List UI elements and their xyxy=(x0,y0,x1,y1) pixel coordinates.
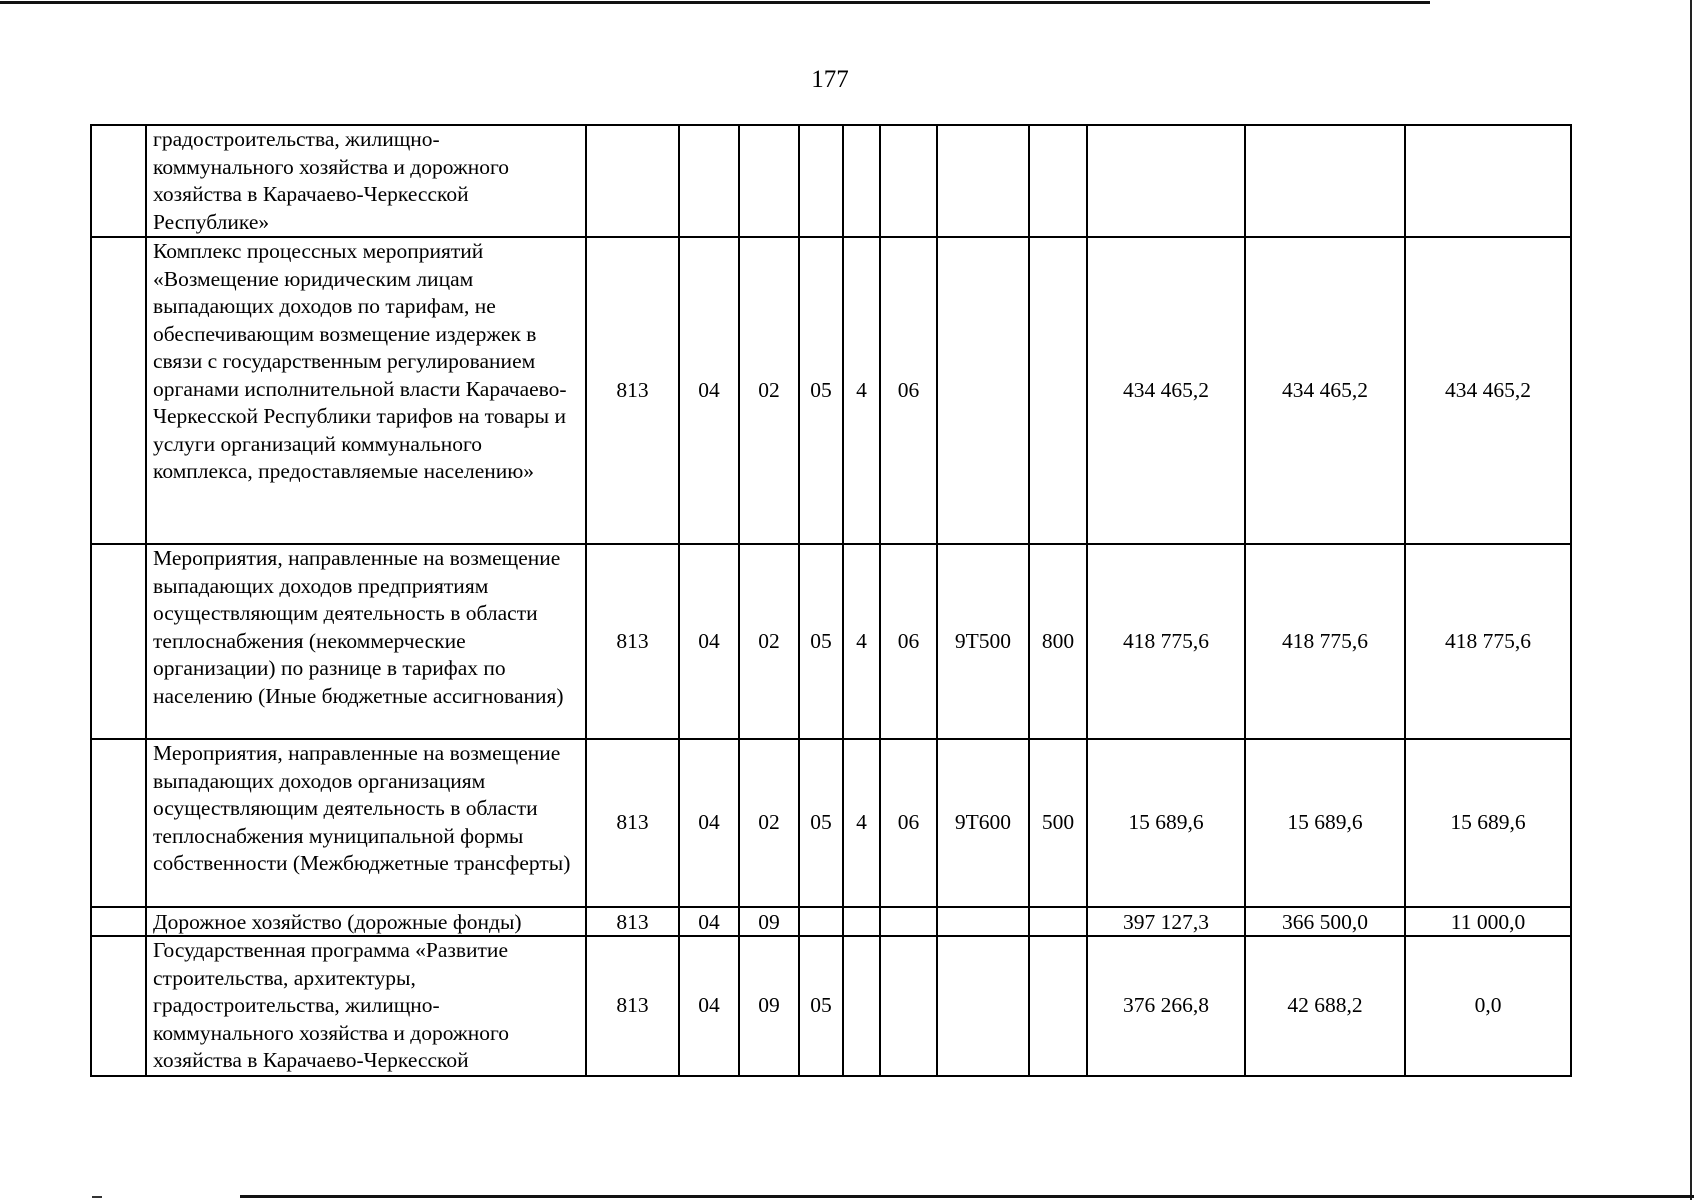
expense-type-code: 500 xyxy=(1029,739,1087,907)
amount-year-3: 11 000,0 xyxy=(1405,907,1571,936)
table-row xyxy=(91,907,1571,936)
target-complex-code xyxy=(880,907,937,936)
amount-year-1: 376 266,8 xyxy=(1087,936,1245,1076)
subsection-code xyxy=(739,125,799,237)
expense-type-code xyxy=(1029,936,1087,1076)
expense-type-code: 800 xyxy=(1029,544,1087,739)
subsection-code: 09 xyxy=(739,907,799,936)
target-type-code: 4 xyxy=(843,237,880,544)
target-direction-code xyxy=(937,237,1029,544)
row-description: Мероприятия, направленные на возмещение выпадающих доходов организациям осуществляющим деятельность в области теплоснабжения муниципальной формы собственности (Межбюджетные трансферты) xyxy=(146,739,586,907)
grbs-code: 813 xyxy=(586,907,679,936)
budget-table xyxy=(90,124,1572,1077)
amount-year-2 xyxy=(1245,125,1405,237)
row-description: Мероприятия, направленные на возмещение выпадающих доходов предприятиям осуществляющим деятельность в области теплоснабжения (некоммерческие организации) по разнице в тарифах по населению (Иные бюджетные ассигнования) xyxy=(146,544,586,739)
target-type-code xyxy=(843,907,880,936)
target-direction-code: 9Т600 xyxy=(937,739,1029,907)
amount-year-3: 0,0 xyxy=(1405,936,1571,1076)
subsection-code: 02 xyxy=(739,739,799,907)
subsection-code: 02 xyxy=(739,544,799,739)
row-number-cell xyxy=(91,125,146,237)
section-code: 04 xyxy=(679,237,739,544)
section-code xyxy=(679,125,739,237)
row-description: Дорожное хозяйство (дорожные фонды) xyxy=(146,907,586,936)
target-complex-code xyxy=(880,936,937,1076)
target-program-code: 05 xyxy=(799,544,843,739)
page-number: 177 xyxy=(811,66,849,93)
amount-year-1 xyxy=(1087,125,1245,237)
row-number-cell xyxy=(91,739,146,907)
table-row xyxy=(91,544,1571,739)
amount-year-3 xyxy=(1405,125,1571,237)
subsection-code: 02 xyxy=(739,237,799,544)
target-program-code: 05 xyxy=(799,739,843,907)
row-number-cell xyxy=(91,907,146,936)
section-code: 04 xyxy=(679,907,739,936)
target-direction-code: 9Т500 xyxy=(937,544,1029,739)
amount-year-2: 366 500,0 xyxy=(1245,907,1405,936)
target-type-code xyxy=(843,125,880,237)
target-complex-code xyxy=(880,125,937,237)
section-code: 04 xyxy=(679,544,739,739)
amount-year-2: 434 465,2 xyxy=(1245,237,1405,544)
expense-type-code xyxy=(1029,125,1087,237)
row-number-cell xyxy=(91,544,146,739)
amount-year-1: 434 465,2 xyxy=(1087,237,1245,544)
amount-year-1: 418 775,6 xyxy=(1087,544,1245,739)
row-number-cell xyxy=(91,237,146,544)
amount-year-2: 418 775,6 xyxy=(1245,544,1405,739)
table-row xyxy=(91,936,1571,1076)
expense-type-code xyxy=(1029,237,1087,544)
expense-type-code xyxy=(1029,907,1087,936)
row-description: градостроительства, жилищно-коммунального хозяйства и дорожного хозяйства в Карачаево-Черкесской Республике» xyxy=(146,125,586,237)
grbs-code: 813 xyxy=(586,936,679,1076)
scan-mark xyxy=(92,1196,102,1198)
row-description: Государственная программа «Развитие строительства, архитектуры, градостроительства, жилищно-коммунального хозяйства и дорожного хозяйства в Карачаево-Черкесской xyxy=(146,936,586,1076)
scan-edge-right xyxy=(1690,0,1692,1200)
subsection-code: 09 xyxy=(739,936,799,1076)
target-direction-code xyxy=(937,936,1029,1076)
target-type-code xyxy=(843,936,880,1076)
scan-edge-bottom xyxy=(240,1195,1694,1198)
target-program-code: 05 xyxy=(799,936,843,1076)
target-type-code: 4 xyxy=(843,739,880,907)
target-program-code xyxy=(799,125,843,237)
target-direction-code xyxy=(937,907,1029,936)
amount-year-1: 15 689,6 xyxy=(1087,739,1245,907)
amount-year-3: 434 465,2 xyxy=(1405,237,1571,544)
amount-year-3: 418 775,6 xyxy=(1405,544,1571,739)
scan-edge-top xyxy=(0,1,1430,4)
amount-year-3: 15 689,6 xyxy=(1405,739,1571,907)
target-program-code xyxy=(799,907,843,936)
row-description: Комплекс процессных мероприятий «Возмещение юридическим лицам выпадающих доходов по тарифам, не обеспечивающим возмещение издержек в связи с государственным регулированием органами исполнительной власти Карачаево-Черкесской Республики тарифов на товары и услуги организаций коммунального комплекса, предоставляемые населению» xyxy=(146,237,586,544)
table-row xyxy=(91,739,1571,907)
target-complex-code: 06 xyxy=(880,544,937,739)
amount-year-2: 42 688,2 xyxy=(1245,936,1405,1076)
grbs-code: 813 xyxy=(586,544,679,739)
target-program-code: 05 xyxy=(799,237,843,544)
section-code: 04 xyxy=(679,739,739,907)
row-number-cell xyxy=(91,936,146,1076)
target-complex-code: 06 xyxy=(880,739,937,907)
table-row xyxy=(91,125,1571,237)
target-direction-code xyxy=(937,125,1029,237)
grbs-code xyxy=(586,125,679,237)
grbs-code: 813 xyxy=(586,739,679,907)
grbs-code: 813 xyxy=(586,237,679,544)
target-complex-code: 06 xyxy=(880,237,937,544)
target-type-code: 4 xyxy=(843,544,880,739)
table-row xyxy=(91,237,1571,544)
amount-year-1: 397 127,3 xyxy=(1087,907,1245,936)
section-code: 04 xyxy=(679,936,739,1076)
amount-year-2: 15 689,6 xyxy=(1245,739,1405,907)
